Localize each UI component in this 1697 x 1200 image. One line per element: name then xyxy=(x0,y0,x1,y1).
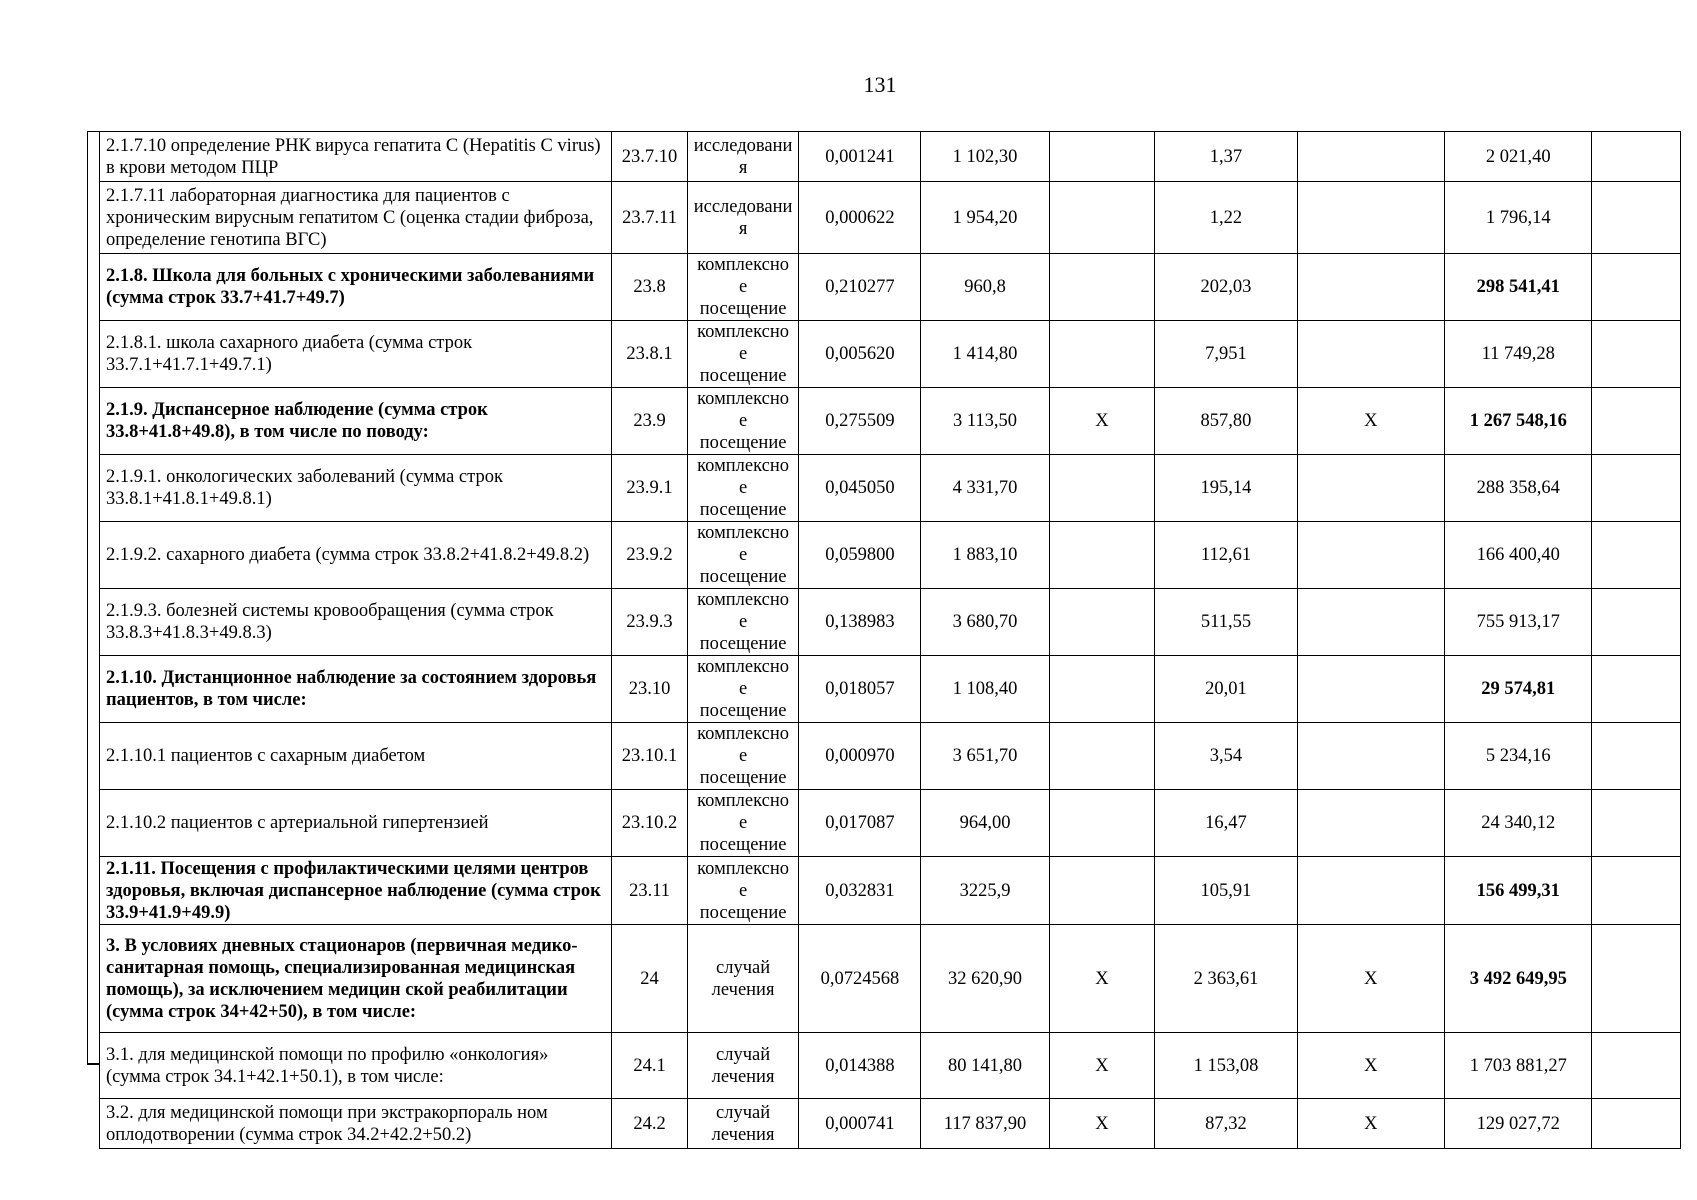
row-unit: комплексно е посещение xyxy=(687,589,799,656)
row-name: 2.1.9.1. онкологических заболеваний (сумма строк 33.8.1+41.8.1+49.8.1) xyxy=(100,455,612,522)
table-row xyxy=(100,723,1681,790)
row-unit: комплексно е посещение xyxy=(687,321,799,388)
row-code: 23.7.10 xyxy=(612,132,687,182)
row-code: 23.7.11 xyxy=(612,182,687,254)
row-name: 2.1.8. Школа для больных с хроническими заболеваниями (сумма строк 33.7+41.7+49.7) xyxy=(100,254,612,321)
table-row xyxy=(100,1033,1681,1099)
row-name: 2.1.7.11 лабораторная диагностика для пациентов с хроническим вирусным гепатитом С (оценка стадии фиброза, определение генотипа ВГС) xyxy=(100,182,612,254)
row-x-mark-2 xyxy=(1297,522,1444,589)
row-code: 24.1 xyxy=(612,1033,687,1099)
row-total: 3 492 649,95 xyxy=(1445,925,1592,1033)
row-volume: 0,000970 xyxy=(799,723,921,790)
row-name: 2.1.11. Посещения с профилактическими целями центров здоровья, включая диспансерное наблюдение (сумма строк 33.9+41.9+49.9) xyxy=(100,857,612,925)
table-row xyxy=(100,388,1681,455)
table-row xyxy=(100,182,1681,254)
table-row xyxy=(100,522,1681,589)
row-volume: 0,032831 xyxy=(799,857,921,925)
row-norm: 1 153,08 xyxy=(1155,1033,1297,1099)
row-name: 2.1.8.1. школа сахарного диабета (сумма строк 33.7.1+41.7.1+49.7.1) xyxy=(100,321,612,388)
table-row xyxy=(100,857,1681,925)
row-code: 23.10.1 xyxy=(612,723,687,790)
row-x-mark-1 xyxy=(1049,589,1155,656)
row-x-mark-2 xyxy=(1297,857,1444,925)
row-x-mark-2: X xyxy=(1297,1033,1444,1099)
row-volume: 0,138983 xyxy=(799,589,921,656)
row-cost: 964,00 xyxy=(921,790,1049,857)
row-x-mark-2 xyxy=(1297,589,1444,656)
row-norm: 7,951 xyxy=(1155,321,1297,388)
table-row xyxy=(100,321,1681,388)
page-number: 131 xyxy=(863,72,897,97)
row-x-mark-2 xyxy=(1297,723,1444,790)
row-code: 23.11 xyxy=(612,857,687,925)
row-cost: 1 883,10 xyxy=(921,522,1049,589)
row-name: 2.1.7.10 определение РНК вируса гепатита С (Hepatitis C virus) в крови методом ПЦР xyxy=(100,132,612,182)
row-cost: 3225,9 xyxy=(921,857,1049,925)
row-x-mark-1: X xyxy=(1049,1099,1155,1149)
row-norm: 511,55 xyxy=(1155,589,1297,656)
row-cost: 3 680,70 xyxy=(921,589,1049,656)
row-extra xyxy=(1592,857,1681,925)
row-x-mark-1 xyxy=(1049,790,1155,857)
row-cost: 117 837,90 xyxy=(921,1099,1049,1149)
row-code: 23.8.1 xyxy=(612,321,687,388)
row-extra xyxy=(1592,925,1681,1033)
row-x-mark-2 xyxy=(1297,321,1444,388)
row-norm: 87,32 xyxy=(1155,1099,1297,1149)
row-norm: 105,91 xyxy=(1155,857,1297,925)
row-total: 24 340,12 xyxy=(1445,790,1592,857)
row-x-mark-2 xyxy=(1297,790,1444,857)
row-total: 11 749,28 xyxy=(1445,321,1592,388)
tariff-table xyxy=(99,131,1681,1149)
row-cost: 1 414,80 xyxy=(921,321,1049,388)
row-name: 2.1.10.2 пациентов с артериальной гипертензией xyxy=(100,790,612,857)
row-volume: 0,005620 xyxy=(799,321,921,388)
row-volume: 0,059800 xyxy=(799,522,921,589)
row-cost: 1 954,20 xyxy=(921,182,1049,254)
table-row xyxy=(100,925,1681,1033)
row-total: 2 021,40 xyxy=(1445,132,1592,182)
row-volume: 0,045050 xyxy=(799,455,921,522)
row-unit: комплексно е посещение xyxy=(687,723,799,790)
row-total: 298 541,41 xyxy=(1445,254,1592,321)
row-code: 24 xyxy=(612,925,687,1033)
row-x-mark-1 xyxy=(1049,321,1155,388)
row-extra xyxy=(1592,723,1681,790)
row-x-mark-1: X xyxy=(1049,1033,1155,1099)
row-unit: случай лечения xyxy=(687,925,799,1033)
row-x-mark-1 xyxy=(1049,182,1155,254)
row-unit: комплексно е посещение xyxy=(687,388,799,455)
row-norm: 195,14 xyxy=(1155,455,1297,522)
row-x-mark-2: X xyxy=(1297,1099,1444,1149)
row-x-mark-1 xyxy=(1049,656,1155,723)
row-x-mark-1 xyxy=(1049,522,1155,589)
row-cost: 3 113,50 xyxy=(921,388,1049,455)
table-row xyxy=(100,455,1681,522)
row-total: 156 499,31 xyxy=(1445,857,1592,925)
row-extra xyxy=(1592,254,1681,321)
row-x-mark-2 xyxy=(1297,132,1444,182)
row-x-mark-2: X xyxy=(1297,925,1444,1033)
row-code: 23.9.3 xyxy=(612,589,687,656)
table-row xyxy=(100,132,1681,182)
left-margin-strip xyxy=(87,131,99,1065)
row-name: 2.1.9.3. болезней системы кровообращения (сумма строк 33.8.3+41.8.3+49.8.3) xyxy=(100,589,612,656)
row-unit: комплексно е посещение xyxy=(687,857,799,925)
row-extra xyxy=(1592,455,1681,522)
row-name: 2.1.9. Диспансерное наблюдение (сумма строк 33.8+41.8+49.8), в том числе по поводу: xyxy=(100,388,612,455)
row-code: 23.9 xyxy=(612,388,687,455)
row-name: 3.1. для медицинской помощи по профилю «онкология» (сумма строк 34.1+42.1+50.1), в том числе: xyxy=(100,1033,612,1099)
row-volume: 0,017087 xyxy=(799,790,921,857)
row-x-mark-2 xyxy=(1297,455,1444,522)
row-volume: 0,000622 xyxy=(799,182,921,254)
row-x-mark-1 xyxy=(1049,723,1155,790)
row-x-mark-2 xyxy=(1297,182,1444,254)
row-unit: комплексно е посещение xyxy=(687,790,799,857)
row-extra xyxy=(1592,656,1681,723)
row-total: 288 358,64 xyxy=(1445,455,1592,522)
row-x-mark-1 xyxy=(1049,132,1155,182)
row-unit: исследовани я xyxy=(687,182,799,254)
row-total: 129 027,72 xyxy=(1445,1099,1592,1149)
row-x-mark-2 xyxy=(1297,656,1444,723)
row-total: 1 703 881,27 xyxy=(1445,1033,1592,1099)
row-cost: 1 108,40 xyxy=(921,656,1049,723)
row-name: 2.1.9.2. сахарного диабета (сумма строк 33.8.2+41.8.2+49.8.2) xyxy=(100,522,612,589)
row-extra xyxy=(1592,1099,1681,1149)
row-code: 23.8 xyxy=(612,254,687,321)
row-x-mark-2 xyxy=(1297,254,1444,321)
row-total: 755 913,17 xyxy=(1445,589,1592,656)
row-unit: комплексно е посещение xyxy=(687,522,799,589)
table-row xyxy=(100,589,1681,656)
row-name: 3. В условиях дневных стационаров (первичная медико-санитарная помощь, специализированная медицинская помощь), за исключением медицин ской реабилитации (сумма строк 34+42+50), в том числе: xyxy=(100,925,612,1033)
table-row xyxy=(100,254,1681,321)
row-cost: 1 102,30 xyxy=(921,132,1049,182)
row-x-mark-1 xyxy=(1049,254,1155,321)
row-volume: 0,000741 xyxy=(799,1099,921,1149)
row-volume: 0,014388 xyxy=(799,1033,921,1099)
row-cost: 4 331,70 xyxy=(921,455,1049,522)
row-norm: 2 363,61 xyxy=(1155,925,1297,1033)
row-norm: 3,54 xyxy=(1155,723,1297,790)
row-unit: исследовани я xyxy=(687,132,799,182)
row-total: 166 400,40 xyxy=(1445,522,1592,589)
row-x-mark-1 xyxy=(1049,455,1155,522)
row-volume: 0,275509 xyxy=(799,388,921,455)
table-row xyxy=(100,656,1681,723)
row-code: 23.10 xyxy=(612,656,687,723)
row-norm: 112,61 xyxy=(1155,522,1297,589)
row-extra xyxy=(1592,1033,1681,1099)
row-extra xyxy=(1592,790,1681,857)
row-total: 29 574,81 xyxy=(1445,656,1592,723)
row-cost: 80 141,80 xyxy=(921,1033,1049,1099)
row-code: 23.9.1 xyxy=(612,455,687,522)
row-extra xyxy=(1592,132,1681,182)
table-row xyxy=(100,1099,1681,1149)
row-total: 1 796,14 xyxy=(1445,182,1592,254)
row-norm: 20,01 xyxy=(1155,656,1297,723)
row-volume: 0,0724568 xyxy=(799,925,921,1033)
row-code: 23.10.2 xyxy=(612,790,687,857)
row-unit: случай лечения xyxy=(687,1033,799,1099)
row-x-mark-2: X xyxy=(1297,388,1444,455)
row-extra xyxy=(1592,589,1681,656)
row-x-mark-1 xyxy=(1049,857,1155,925)
row-name: 3.2. для медицинской помощи при экстракорпораль ном оплодотворении (сумма строк 34.2+42.2+50.2) xyxy=(100,1099,612,1149)
row-norm: 1,37 xyxy=(1155,132,1297,182)
row-norm: 1,22 xyxy=(1155,182,1297,254)
row-unit: комплексно е посещение xyxy=(687,656,799,723)
row-norm: 857,80 xyxy=(1155,388,1297,455)
row-extra xyxy=(1592,388,1681,455)
row-total: 1 267 548,16 xyxy=(1445,388,1592,455)
row-x-mark-1: X xyxy=(1049,388,1155,455)
row-unit: случай лечения xyxy=(687,1099,799,1149)
row-code: 23.9.2 xyxy=(612,522,687,589)
row-x-mark-1: X xyxy=(1049,925,1155,1033)
row-cost: 3 651,70 xyxy=(921,723,1049,790)
row-extra xyxy=(1592,522,1681,589)
row-cost: 960,8 xyxy=(921,254,1049,321)
row-unit: комплексно е посещение xyxy=(687,254,799,321)
row-volume: 0,018057 xyxy=(799,656,921,723)
row-volume: 0,001241 xyxy=(799,132,921,182)
row-extra xyxy=(1592,321,1681,388)
row-code: 24.2 xyxy=(612,1099,687,1149)
row-norm: 16,47 xyxy=(1155,790,1297,857)
row-volume: 0,210277 xyxy=(799,254,921,321)
row-name: 2.1.10. Дистанционное наблюдение за состоянием здоровья пациентов, в том числе: xyxy=(100,656,612,723)
table-row xyxy=(100,790,1681,857)
row-extra xyxy=(1592,182,1681,254)
row-cost: 32 620,90 xyxy=(921,925,1049,1033)
row-total: 5 234,16 xyxy=(1445,723,1592,790)
row-norm: 202,03 xyxy=(1155,254,1297,321)
row-name: 2.1.10.1 пациентов с сахарным диабетом xyxy=(100,723,612,790)
row-unit: комплексно е посещение xyxy=(687,455,799,522)
